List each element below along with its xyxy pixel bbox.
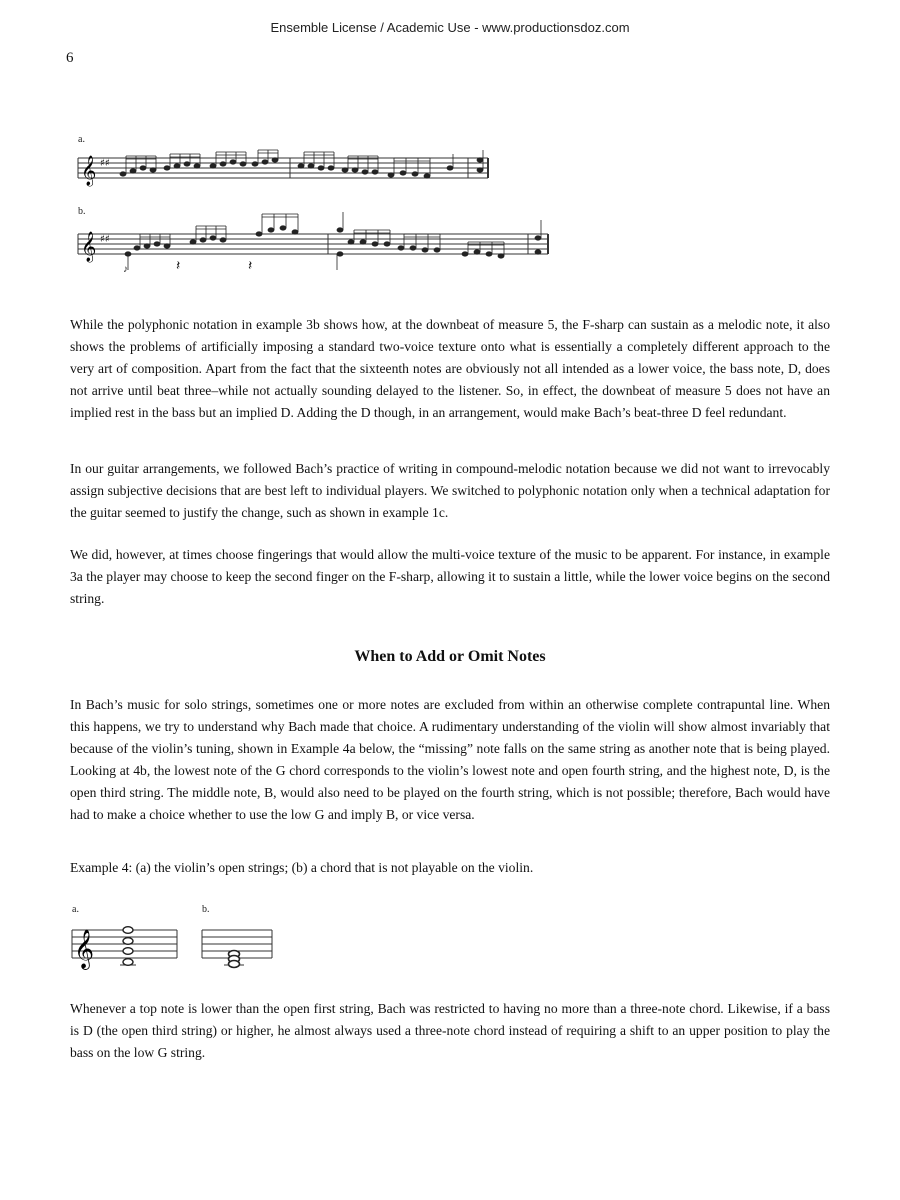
- svg-text:♯♯: ♯♯: [100, 234, 110, 245]
- license-header: Ensemble License / Academic Use - www.productionsdoz.com: [270, 20, 630, 35]
- treble-clef-icon: 𝄞: [81, 156, 97, 186]
- example-4a-staff: [72, 918, 182, 974]
- page-number: 6: [66, 50, 74, 66]
- section-heading: When to Add or Omit Notes: [354, 648, 546, 665]
- example-3b-staff: [78, 212, 558, 282]
- example-4b-label: b.: [202, 904, 210, 915]
- example-4-caption: Example 4: (a) the violin’s open strings; (b) a chord that is not playable on the violin.: [70, 860, 534, 875]
- paragraph-add-omit-notes: In Bach’s music for solo strings, sometimes one or more notes are excluded from within an otherwise complete contrapuntal line. When this happens, we try to understand why Bach made that choice. A rudimentary understanding of the violin will show almost invariably that because of the violin’s tuning, shown in Example 4a below, the “missing” note falls on the same string as another note that is being played. Looking at 4b, the lowest note of the G chord corresponds to the violin’s lowest note and open fourth string, and the highest note, D, is the open third string. The middle note, B, would also need to be played on the fourth string, which is not possible; therefore, Bach would have had to make a choice whether to use the low G and imply B, or vice versa.: [70, 697, 830, 822]
- treble-clef-icon: 𝄞: [74, 929, 95, 969]
- treble-clef-icon: 𝄞: [81, 232, 97, 262]
- svg-text:𝄽: 𝄽: [176, 259, 181, 274]
- example-4b-staff: [202, 918, 276, 974]
- paragraph-guitar-arrangements: In our guitar arrangements, we followed Bach’s practice of writing in compound-melodic notation because we did not want to irrevocably assign subjective decisions that are best left to individual players. We switched to polyphonic notation only when a technical adaptation for the guitar seemed to justify the change, such as shown in example 1c.: [70, 461, 830, 520]
- example-4a-label: a.: [72, 904, 79, 915]
- paragraph-polyphonic-notation: While the polyphonic notation in example 3b shows how, at the downbeat of measure 5, the F-sharp can sustain as a melodic note, it also shows the problems of artificially imposing a standard two-voice texture onto what is essentially a completely different approach to the very art of composition. Apart from the fact that the sixteenth notes are obviously not all intended as a lower voice, the bass note, D, does not arrive until beat three–while not actually sounding delayed to the listener. So, in effect, the downbeat of measure 5 does not have an implied rest in the bass but an implied D. Adding the D though, in an arrangement, would make Bach’s beat-three D feel redundant.: [70, 317, 830, 420]
- paragraph-closing: Whenever a top note is lower than the open first string, Bach was restricted to having no more than a three-note chord. Likewise, if a bass is D (the open third string) or higher, he almost always used a three-note chord instead of requiring a shift to an upper position to play the bass on the low G string.: [70, 1001, 830, 1060]
- example-3a-staff: [78, 144, 498, 194]
- example-3b-label: b.: [78, 206, 86, 217]
- svg-text:♯♯: ♯♯: [100, 158, 110, 169]
- svg-text:𝄽: 𝄽: [248, 259, 253, 274]
- svg-text:♪: ♪: [123, 264, 128, 275]
- paragraph-fingerings: We did, however, at times choose fingerings that would allow the multi-voice texture of the music to be apparent. For instance, in example 3a the player may choose to keep the second finger on the F-sharp, allowing it to sustain a little, while the lower voice begins on the second string.: [70, 547, 830, 606]
- example-3a-label: a.: [78, 134, 85, 145]
